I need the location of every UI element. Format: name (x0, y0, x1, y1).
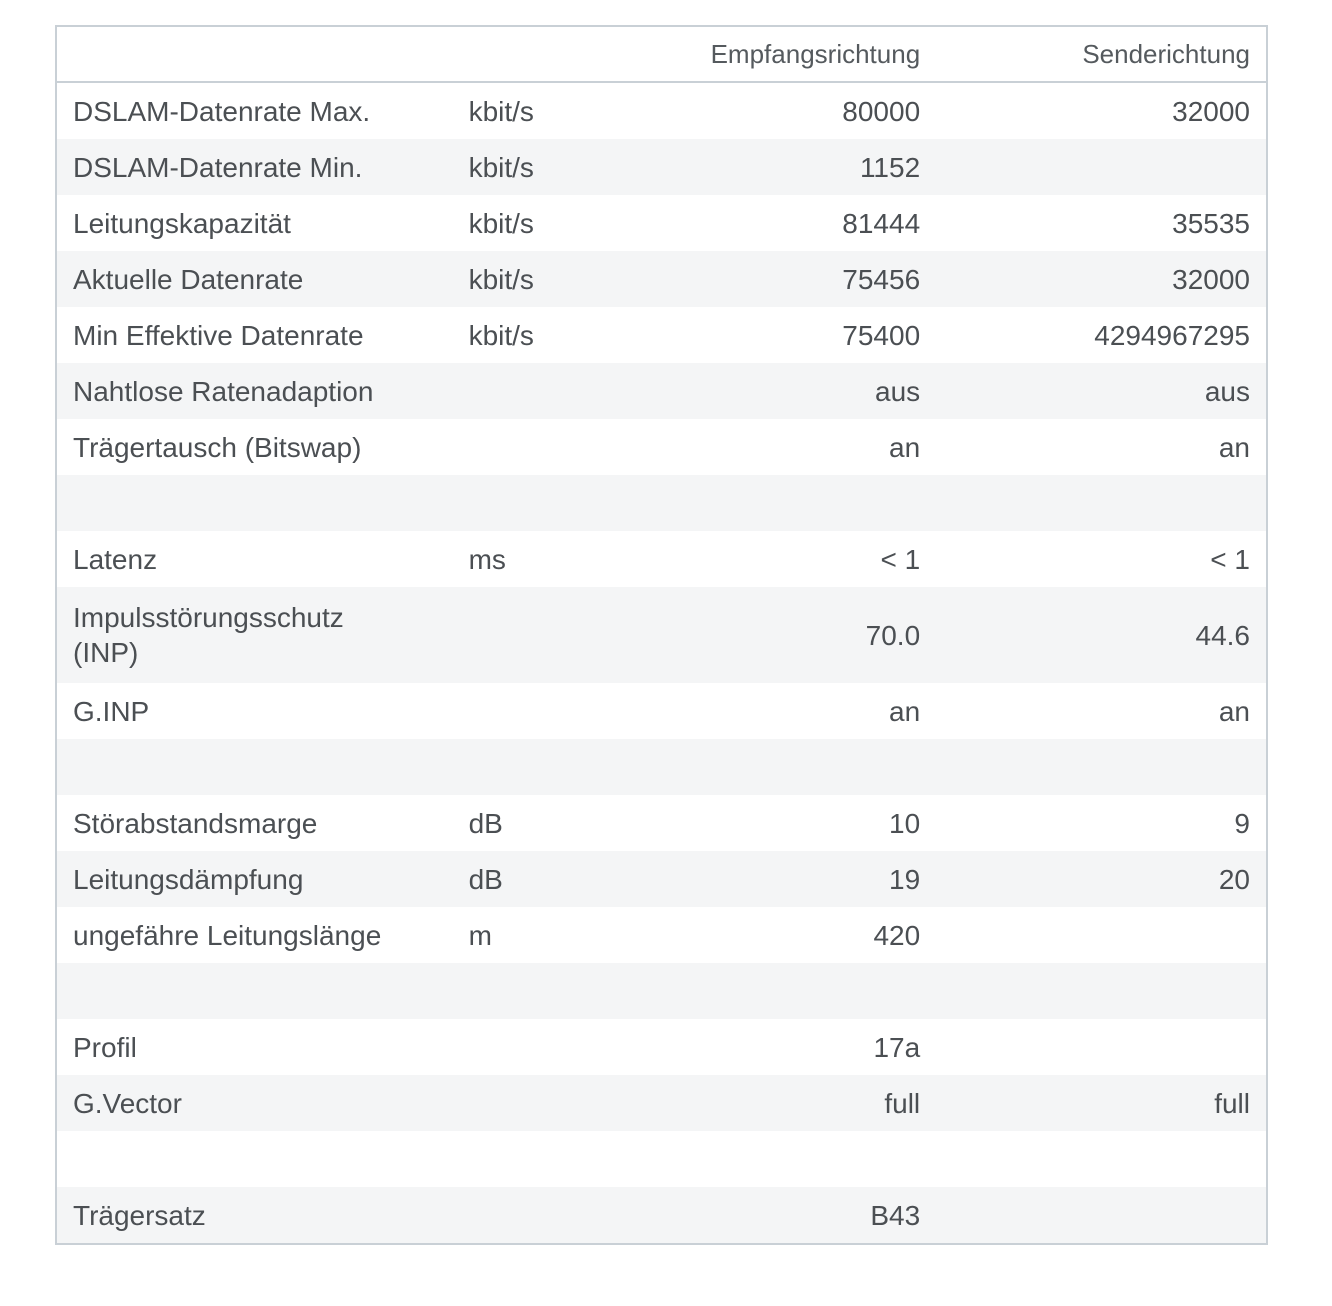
row-label: DSLAM-Datenrate Min. (57, 139, 453, 195)
table-row (57, 1075, 1266, 1131)
table-row (57, 195, 1266, 251)
dsl-info-table (57, 27, 1266, 1243)
row-upstream-value (936, 1131, 1266, 1187)
row-downstream-value: 80000 (604, 82, 936, 139)
row-unit (453, 683, 605, 739)
row-label: Impulsstörungsschutz (INP) (57, 587, 453, 683)
row-downstream-value: 75400 (604, 307, 936, 363)
row-upstream-value (936, 1187, 1266, 1243)
row-unit (453, 1187, 605, 1243)
row-label (57, 963, 453, 1019)
row-downstream-value (604, 963, 936, 1019)
row-label: Profil (57, 1019, 453, 1075)
table-body (57, 82, 1266, 1243)
row-upstream-value (936, 1019, 1266, 1075)
row-unit (453, 1019, 605, 1075)
row-downstream-value: 10 (604, 795, 936, 851)
table-row (57, 307, 1266, 363)
row-downstream-value: 81444 (604, 195, 936, 251)
table-row (57, 683, 1266, 739)
row-unit (453, 587, 605, 683)
row-downstream-value: an (604, 683, 936, 739)
row-downstream-value: B43 (604, 1187, 936, 1243)
row-upstream-value (936, 907, 1266, 963)
row-label: Aktuelle Datenrate (57, 251, 453, 307)
header-downstream-column: Empfangsrichtung (604, 27, 936, 82)
row-downstream-value: 19 (604, 851, 936, 907)
table-row (57, 531, 1266, 587)
row-upstream-value: an (936, 683, 1266, 739)
row-downstream-value: 420 (604, 907, 936, 963)
spacer-row (57, 1131, 1266, 1187)
row-downstream-value: an (604, 419, 936, 475)
row-unit: kbit/s (453, 251, 605, 307)
row-downstream-value: 70.0 (604, 587, 936, 683)
row-unit: dB (453, 795, 605, 851)
table-row (57, 851, 1266, 907)
header-row (57, 27, 1266, 82)
row-upstream-value: 44.6 (936, 587, 1266, 683)
table-row (57, 82, 1266, 139)
row-unit (453, 475, 605, 531)
row-upstream-value (936, 739, 1266, 795)
row-label: Min Effektive Datenrate (57, 307, 453, 363)
header-label-column (57, 27, 453, 82)
table-row (57, 907, 1266, 963)
row-unit: ms (453, 531, 605, 587)
table-row (57, 251, 1266, 307)
row-downstream-value: 75456 (604, 251, 936, 307)
spacer-row (57, 739, 1266, 795)
table-row (57, 1019, 1266, 1075)
row-downstream-value (604, 475, 936, 531)
row-unit: m (453, 907, 605, 963)
row-label: G.Vector (57, 1075, 453, 1131)
row-unit (453, 419, 605, 475)
row-upstream-value: 35535 (936, 195, 1266, 251)
row-label: Trägersatz (57, 1187, 453, 1243)
row-label: ungefähre Leitungslänge (57, 907, 453, 963)
header-unit-column (453, 27, 605, 82)
header-upstream-column: Senderichtung (936, 27, 1266, 82)
row-upstream-value (936, 963, 1266, 1019)
row-unit (453, 363, 605, 419)
row-upstream-value: 4294967295 (936, 307, 1266, 363)
row-downstream-value: 17a (604, 1019, 936, 1075)
row-downstream-value (604, 739, 936, 795)
table-row (57, 363, 1266, 419)
row-upstream-value: full (936, 1075, 1266, 1131)
row-upstream-value: < 1 (936, 531, 1266, 587)
row-downstream-value: aus (604, 363, 936, 419)
row-label: Trägertausch (Bitswap) (57, 419, 453, 475)
row-downstream-value (604, 1131, 936, 1187)
row-downstream-value: full (604, 1075, 936, 1131)
row-unit: dB (453, 851, 605, 907)
row-label: DSLAM-Datenrate Max. (57, 82, 453, 139)
row-unit (453, 1131, 605, 1187)
dsl-info-table-container (55, 25, 1268, 1245)
row-upstream-value: 32000 (936, 82, 1266, 139)
row-label: Nahtlose Ratenadaption (57, 363, 453, 419)
row-upstream-value: an (936, 419, 1266, 475)
table-header (57, 27, 1266, 82)
row-label (57, 475, 453, 531)
row-label: Leitungsdämpfung (57, 851, 453, 907)
row-label (57, 1131, 453, 1187)
row-unit (453, 963, 605, 1019)
table-row (57, 795, 1266, 851)
row-upstream-value (936, 139, 1266, 195)
table-row (57, 139, 1266, 195)
row-upstream-value: 20 (936, 851, 1266, 907)
row-unit (453, 1075, 605, 1131)
row-unit: kbit/s (453, 195, 605, 251)
row-upstream-value: 32000 (936, 251, 1266, 307)
row-label: G.INP (57, 683, 453, 739)
row-unit: kbit/s (453, 139, 605, 195)
row-unit: kbit/s (453, 82, 605, 139)
row-label: Leitungskapazität (57, 195, 453, 251)
row-upstream-value (936, 475, 1266, 531)
row-label (57, 739, 453, 795)
row-label: Störabstandsmarge (57, 795, 453, 851)
row-upstream-value: aus (936, 363, 1266, 419)
row-upstream-value: 9 (936, 795, 1266, 851)
row-label: Latenz (57, 531, 453, 587)
table-row (57, 419, 1266, 475)
spacer-row (57, 475, 1266, 531)
row-downstream-value: 1152 (604, 139, 936, 195)
row-unit (453, 739, 605, 795)
table-row (57, 1187, 1266, 1243)
table-row (57, 587, 1266, 683)
row-downstream-value: < 1 (604, 531, 936, 587)
spacer-row (57, 963, 1266, 1019)
row-unit: kbit/s (453, 307, 605, 363)
